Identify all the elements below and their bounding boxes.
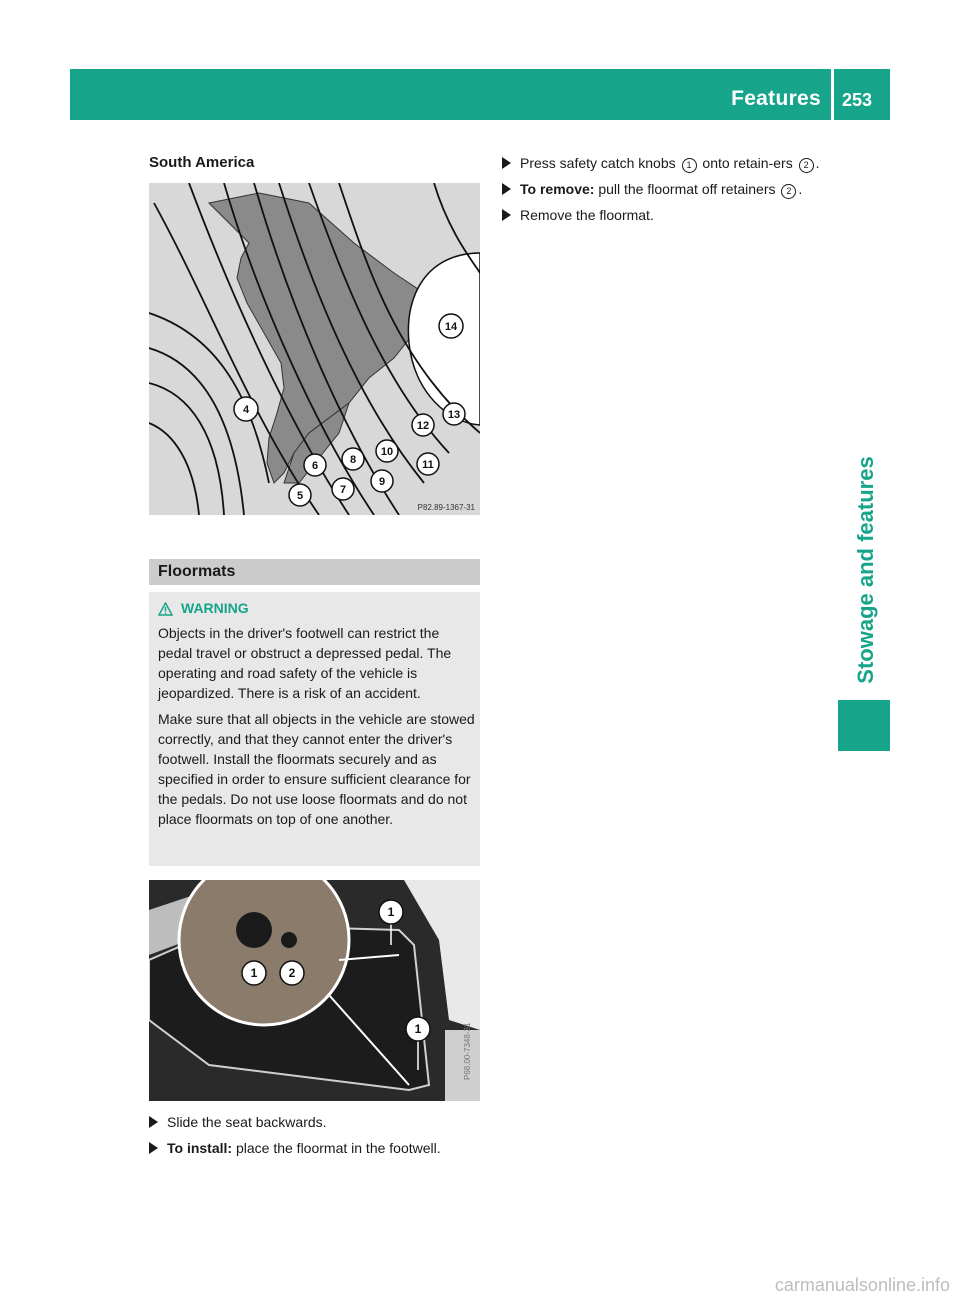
mat-figure-code: P68.00-7348-31 [463, 1022, 472, 1080]
remove-steps [502, 153, 842, 231]
svg-text:13: 13 [447, 409, 461, 421]
warning-box [149, 592, 480, 866]
map-label-4 [234, 397, 258, 421]
svg-text:6: 6 [311, 460, 319, 472]
step-press-knobs: Press safety catch knobs 1 onto retain-ers 2 . [502, 153, 842, 173]
map-label-14 [439, 314, 463, 338]
map-label-8 [342, 448, 364, 470]
map-figure-code: P82.89-1367-31 [417, 503, 475, 512]
svg-text:8: 8 [349, 454, 357, 466]
map-label-13 [443, 403, 465, 425]
side-tab-label: Stowage and features [853, 456, 878, 684]
callout-2-lens [280, 961, 304, 985]
ref-circle-2: 2 [781, 184, 796, 199]
map-label-6 [304, 454, 326, 476]
floormat-figure [149, 880, 480, 1101]
side-tab-marker [838, 700, 890, 751]
svg-text:5: 5 [296, 490, 304, 502]
map-label-7 [332, 478, 354, 500]
ref-circle-2: 2 [799, 158, 814, 173]
ref-circle-1: 1 [682, 158, 697, 173]
step-to-remove: To remove: pull the floormat off retainers 2 . [502, 179, 842, 199]
install-steps [149, 1112, 481, 1164]
svg-text:9: 9 [378, 476, 386, 488]
section-heading-floormats [149, 559, 480, 585]
watermark: carmanualsonline.info [774, 1275, 950, 1295]
page-number: 253 [842, 90, 873, 110]
svg-text:1: 1 [250, 966, 258, 980]
svg-text:12: 12 [416, 420, 430, 432]
svg-text:7: 7 [339, 484, 347, 496]
header-section-title: Features [731, 87, 821, 110]
warning-title: WARNING [158, 599, 249, 620]
callout-1-lens [242, 961, 266, 985]
map-label-5 [289, 484, 311, 506]
south-america-map-figure [149, 183, 480, 515]
section-title: Floormats [158, 563, 236, 580]
svg-text:1: 1 [414, 1022, 422, 1036]
svg-text:2: 2 [288, 966, 296, 980]
warning-triangle-icon [158, 602, 173, 620]
map-label-11 [417, 453, 439, 475]
map-label-12 [412, 414, 434, 436]
step-arrow-icon [149, 1116, 158, 1128]
step-remove-floormat: Remove the floormat. [502, 205, 842, 225]
svg-text:4: 4 [242, 404, 250, 416]
map-title: South America [149, 154, 255, 171]
svg-text:14: 14 [444, 321, 458, 333]
step-to-install: To install: place the floormat in the footwell. [149, 1138, 481, 1158]
map-label-9 [371, 470, 393, 492]
warning-paragraph-2: Make sure that all objects in the vehicle are stowed correctly, and that they cannot enter the driver's footwell. Install the floormats securely and as specified in order to ensure sufficient clearance for the pedals. Do not use loose floormats and do not place floormats on top of one another. [158, 711, 475, 827]
step-slide-seat: Slide the seat backwards. [149, 1112, 481, 1132]
step-arrow-icon [502, 209, 511, 221]
map-label-10 [376, 440, 398, 462]
header-separator [831, 69, 834, 120]
svg-text:10: 10 [380, 446, 394, 458]
step-arrow-icon [502, 183, 511, 195]
warning-text [158, 623, 476, 835]
svg-text:1: 1 [387, 905, 395, 919]
warning-paragraph-1: Objects in the driver's footwell can restrict the pedal travel or obstruct a depressed pedal. The operating and road safety of the vehicle is jeopardized. There is a risk of an accident. [158, 625, 452, 701]
svg-text:11: 11 [422, 459, 434, 471]
step-arrow-icon [149, 1142, 158, 1154]
step-arrow-icon [502, 157, 511, 169]
